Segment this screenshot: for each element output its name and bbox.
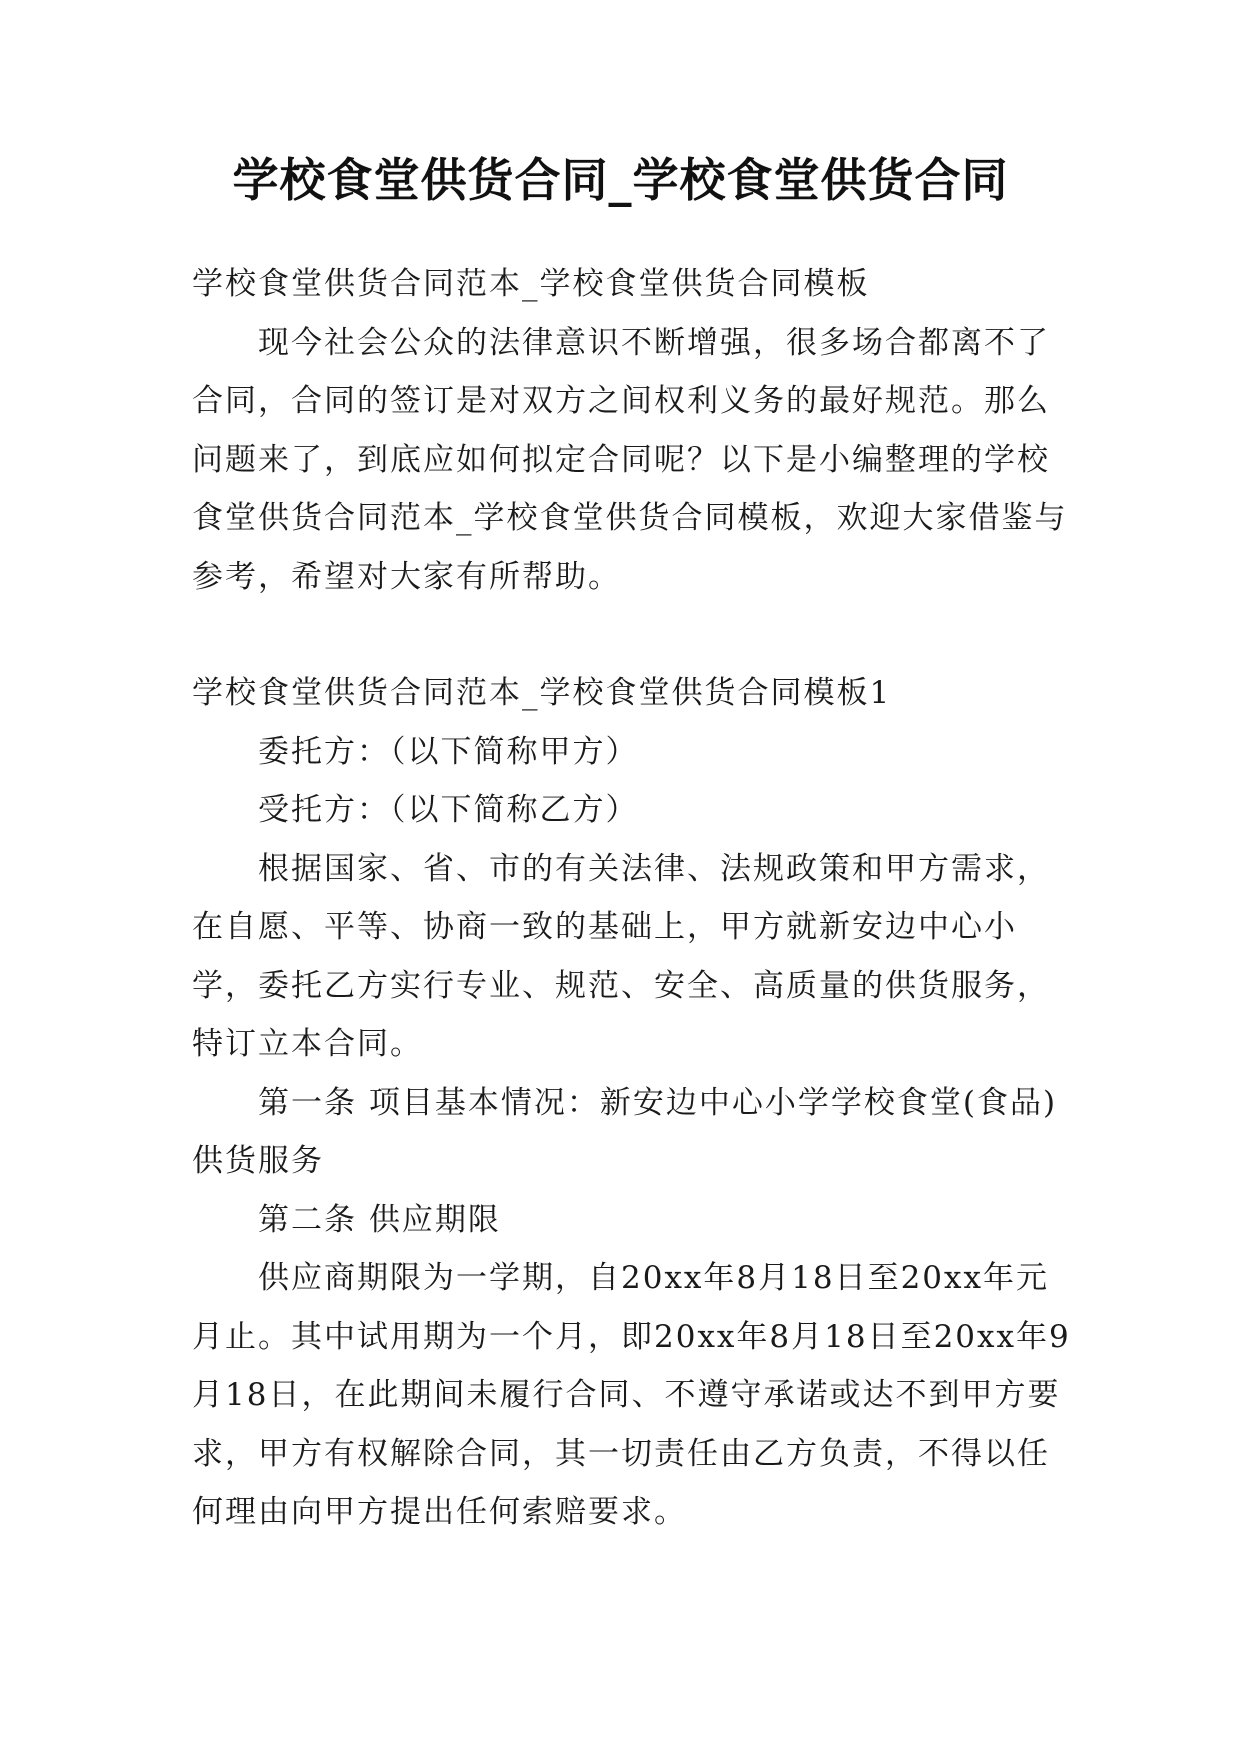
- client-line: 委托方：（以下简称甲方）: [258, 733, 639, 770]
- section-heading: 学校食堂供货合同范本_学校食堂供货合同模板1: [192, 675, 892, 711]
- article-2-body: 供应商期限为一学期，自20xx年8月18日至20xx年元月止。其中试用期为一个月，即20xx年8月18日至20xx年9月18日，在此期间未履行合同、不遵守承诺或达不到甲方要求，甲方有权解除合同，其一切责任由乙方负责，不得以任何理由向甲方提出任何索赔要求。: [192, 1260, 1071, 1530]
- article-1: 第一条 项目基本情况：新安边中心小学学校食堂(食品)供货服务: [192, 1084, 1058, 1179]
- intro-paragraph: 现今社会公众的法律意识不断增强，很多场合都离不了合同，合同的签订是对双方之间权利义务的最好规范。那么问题来了，到底应如何拟定合同呢？以下是小编整理的学校食堂供货合同范本_学校食堂供货合同模板，欢迎大家借鉴与参考，希望对大家有所帮助。: [192, 324, 1068, 595]
- contractor-line: 受托方：（以下简称乙方）: [258, 792, 639, 828]
- document-body: [192, 255, 1072, 1542]
- page-title: 学校食堂供货合同_学校食堂供货合同: [232, 153, 1009, 207]
- preamble-paragraph: 根据国家、省、市的有关法律、法规政策和甲方需求，在自愿、平等、协商一致的基础上，甲方就新安边中心小学，委托乙方实行专业、规范、安全、高质量的供货服务，特订立本合同。: [192, 850, 1050, 1062]
- document-subtitle: 学校食堂供货合同范本_学校食堂供货合同模板: [192, 266, 870, 302]
- article-2-heading: 第二条 供应期限: [258, 1201, 501, 1238]
